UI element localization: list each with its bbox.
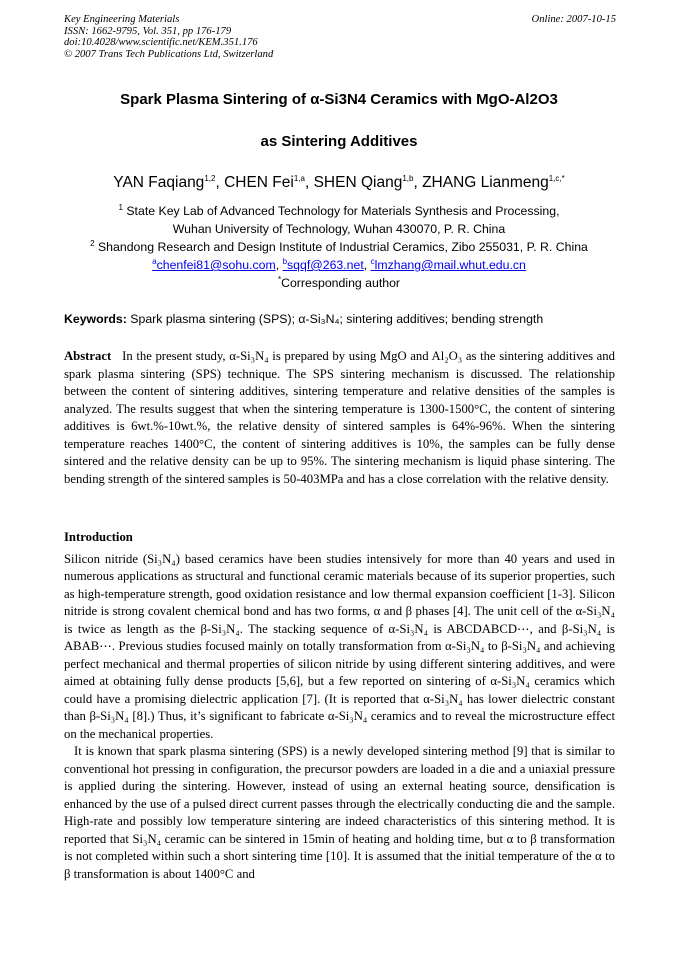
email-link <box>152 258 276 272</box>
copyright: © 2007 Trans Tech Publications Ltd, Switzerland <box>64 48 274 60</box>
author: ZHANG Lianmeng <box>422 174 549 191</box>
doi: doi:10.4028/www.scientific.net/KEM.351.176 <box>64 37 258 49</box>
email-sup: b <box>282 256 288 266</box>
corresponding-author: Corresponding author <box>281 276 401 290</box>
keywords-text: Spark plasma sintering (SPS); α-Si₃N₄; sintering additives; bending strength <box>130 312 544 326</box>
keywords <box>64 312 616 326</box>
email-b[interactable]: sqqf@263.net <box>287 258 364 272</box>
intro-paragraph-1: Silicon nitride (Si₃N₄) based ceramics have been studies intensively for more than 40 years and used in numerous applications as structural and functional ceramic materials because of its superior properties, such as high-temperature strength, good oxidation resistance and low thermal expansion coefficient [1-3]. Silicon nitride is strong covalent chemical bond and has two forms, α and β phases [4]. The unit cell of the α-Si₃N₄ is twice as length as the β-Si₃N₄. The stacking sequence of α-Si₃N₄ is ABCDABCD⋯, and β-Si₃N₄ is ABAB⋯. Previous studies focused mainly on totally transformation from α-Si₃N₄ to β-Si₃N₄ and achieving perfect mechanical and thermal properties of silicon nitride by using different sintering additives, and were aimed at obtaining fully dense products [5,6], but a few reported on sintering of α-Si₃N₄ ceramics which could have a promising dielectric application [7]. (It is reported that α-Si₃N₄ has lower dielectric constant than β-Si₃N₄ [8].) Thus, it’s significant to fabricate α-Si₃N₄ ceramics and to reveal the microstructure effect on the mechanical properties. <box>64 551 615 741</box>
emails: $^a$chenfei81@sohu.com, $^b$sqqf@263.net, $^c$lmzhang@mail.whut.edu.cn <box>152 256 526 272</box>
affiliation-1: State Key Lab of Advanced Technology for Materials Synthesis and Processing, <box>126 204 560 218</box>
keywords-label: Keywords: <box>64 312 127 326</box>
author-sup: 1,c,* <box>548 173 565 183</box>
abstract-label: Abstract <box>64 349 112 363</box>
aff-sup: 1 <box>118 202 123 212</box>
affiliations <box>0 202 678 292</box>
email-link <box>371 258 526 272</box>
authors: YAN Faqiang$^{1,2}$, CHEN Fei$^{1,a}$, SHEN Qiang$^{1,b}$, ZHANG Lianmeng$^{1,c,*}$ <box>113 173 565 191</box>
author-sup: 1,a <box>293 173 305 183</box>
author: CHEN Fei <box>224 174 294 191</box>
author: SHEN Qiang <box>313 174 403 191</box>
introduction-heading: Introduction <box>64 530 133 544</box>
author-sup: 1,2 <box>204 173 216 183</box>
email-link <box>283 258 364 272</box>
affiliation-2: Shandong Research and Design Institute of Industrial Ceramics, Zibo 255031, P. R. China <box>97 240 588 254</box>
issn: ISSN: 1662-9795, Vol. 351, pp 176-179 <box>64 25 232 37</box>
email-c[interactable]: lmzhang@mail.whut.edu.cn <box>374 258 526 272</box>
journal-name: Key Engineering Materials <box>64 14 180 25</box>
email-sup: c <box>370 256 375 266</box>
email-a[interactable]: chenfei81@sohu.com <box>156 258 276 272</box>
paper-title-line2: as Sintering Additives <box>260 133 418 150</box>
online-date: Online: 2007-10-15 <box>531 14 616 25</box>
introduction <box>64 529 615 883</box>
paper-title-line1: Spark Plasma Sintering of α-Si3N4 Ceramics with MgO-Al2O3 <box>120 91 558 108</box>
abstract <box>64 348 615 488</box>
abstract-text: In the present study, α-Si₃N₄ is prepared by using MgO and Al₂O₃ as the sintering additives and spark plasma sintering (SPS) technique. The SPS sintering mechanism is discussed. The relationship between the content of sintering additives, sintering temperature and relative densities of the samples is analyzed. The results suggest that when the sintering temperature is 1300-1500°C, the content of sintering additives is 6wt.%-10wt.%, the relative density of sintered samples is 64%-96%. When the sintering temperature reaches 1400°C, the content of sintering additives is 10%, the samples can be fully dense sintered and the relative density can be up to 95%. The sintering mechanism is liquid phase sintering. The bending strength of the sintered samples is 50-403MPa and has a close correlation with the relative density. <box>64 349 615 486</box>
journal-header <box>64 14 616 60</box>
affiliation-1-line2: Wuhan University of Technology, Wuhan 430070, P. R. China <box>172 222 506 236</box>
corr-sup: * <box>277 274 282 284</box>
intro-paragraph-2: It is known that spark plasma sintering (SPS) is a newly developed sintering method [9] that is similar to conventional hot pressing in configuration, the precursor powders are loaded in a die and a uniaxial pressure is applied during the sintering. However, instead of using an external heating source, densification is enhanced by the use of a pulsed direct current passes through the electrically conducting die and the sample. High-rate and possibly low temperature sintering are indeed characteristics of this sintering method. It is reported that Si₃N₄ ceramic can be sintered in 15min of heating and holding time, but α to β transformation is not completed within such a short sintering time [10]. It is assumed that the initial temperature of the α to β transformation is about 1400°C and <box>64 744 615 881</box>
author: YAN Faqiang <box>113 174 205 191</box>
email-sup: a <box>152 256 157 266</box>
author-sup: 1,b <box>402 173 414 183</box>
aff-sup: 2 <box>90 238 95 248</box>
